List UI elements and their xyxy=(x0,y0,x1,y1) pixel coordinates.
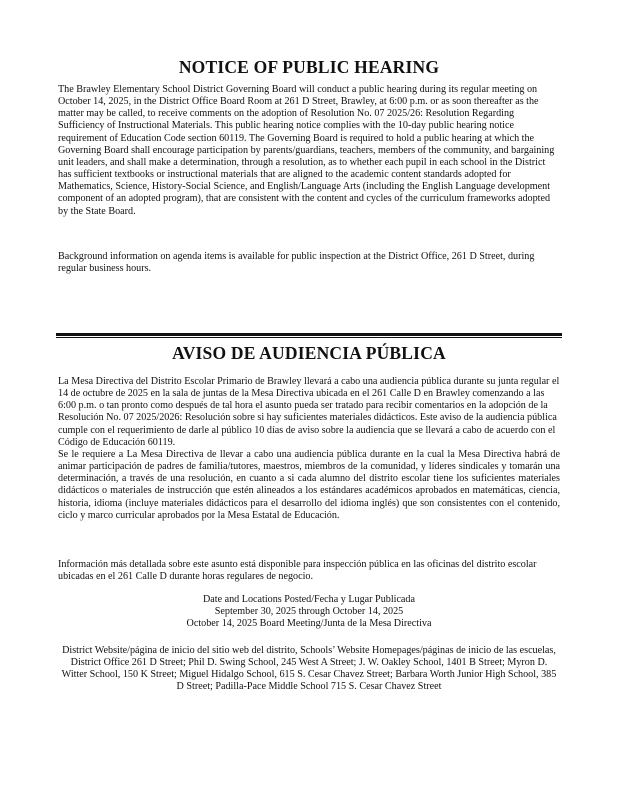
english-background: Background information on agenda items is available for public inspection at the District Office, 261 D Street, during regular business hours. xyxy=(58,251,535,275)
spanish-info: Información más detallada sobre este asunto está disponible para inspección pública en las oficinas del distrito escolar ubicadas en el 261 Calle D durante horas regulares de negocio. xyxy=(58,559,537,583)
english-title: NOTICE OF PUBLIC HEARING xyxy=(178,57,440,77)
spanish-body-1: La Mesa Directiva del Distrito Escolar Primario de Brawley llevará a cabo una audiencia pública durante su junta regular el 14 de octubre de 2025 en la sala de juntas de la Mesa Directiva ubicada en el 261 Calle D en Brawley comenzando a las 6:00 p.m. o tan pronto como después de tal hora el asunto pueda ser tratado para recibir comentarios en la adopción de la Resolución No. 07 2025/2026: Resolución sobre si hay suficientes materiales didácticos. Este aviso de la audiencia pública cumple con el requerimiento de darle al público 10 días de aviso sobre la audiencia que se llevará a cabo de acuerdo con el Código de Educación 60119. xyxy=(58,376,560,448)
spanish-title: AVISO DE AUDIENCIA PÚBLICA xyxy=(172,343,446,363)
section-divider xyxy=(56,333,562,338)
posting-meeting: October 14, 2025 Board Meeting/Junta de la Mesa Directiva xyxy=(186,618,432,629)
posting-heading: Date and Locations Posted/Fecha y Lugar Publicada xyxy=(202,594,415,605)
posting-dates: September 30, 2025 through October 14, 2025 xyxy=(214,606,404,617)
posting-locations: District Website/página de inicio del sitio web del distrito, Schools’ Website Homepages/páginas de inicio de las escuelas, District Office 261 D Street; Phil D. Swing School, 245 West A Street; J. W. Oakley School, 1401 B Street; Myron D. Witter School, 150 K Street; Miguel Hidalgo School, 615 S. Cesar Chavez Street; Barbara Worth Junior High School, 385 D Street; Padilla-Pace Middle School 715 S. Cesar Chavez Street xyxy=(61,645,557,693)
spanish-body-2: Se le requiere a La Mesa Directiva de llevar a cabo una audiencia pública durante en la cual la Mesa Directiva habrá de animar participación de padres de familia/tutores, maestros, miembros de la comunidad, y líderes sindicales y tomarán una determinación, a través de una resolución, en cuanto a si cada alumno del distrito escolar tiene los suficientes materiales didácticos o materiales de instrucción que estén alineados a los estándares académicos aprobados en matemáticas, ciencia, historia, idioma (incluye materiales didácticos para el desarrollo del idioma inglés) que son consistentes con el contenido, ciclo y marco curricular aprobados por la Mesa Estatal de Educación. xyxy=(58,449,560,521)
english-body: The Brawley Elementary School District Governing Board will conduct a public hearing during its regular meeting on October 14, 2025, in the District Office Board Room at 261 D Street, Brawley, at 6:00 p.m. or as soon thereafter as the matter may be called, to receive comments on the adoption of Resolution No. 07 2025/26: Resolution Regarding Sufficiency of Instructional Materials. This public hearing notice complies with the 10-day public hearing notice requirement of Education Code section 60119. The Governing Board is required to hold a public hearing at which the Governing Board shall encourage participation by parents/guardians, teachers, members of the community, and bargaining unit leaders, and shall make a determination, through a resolution, as to whether each pupil in each school in the District has sufficient textbooks or instructional materials that are aligned to the academic content standards adopted for Mathematics, Science, History-Social Science, and English/Language Arts (including the English Language development component of an adopted program), that are consistent with the content and cycles of the curriculum frameworks adopted by the State Board. xyxy=(58,84,555,217)
